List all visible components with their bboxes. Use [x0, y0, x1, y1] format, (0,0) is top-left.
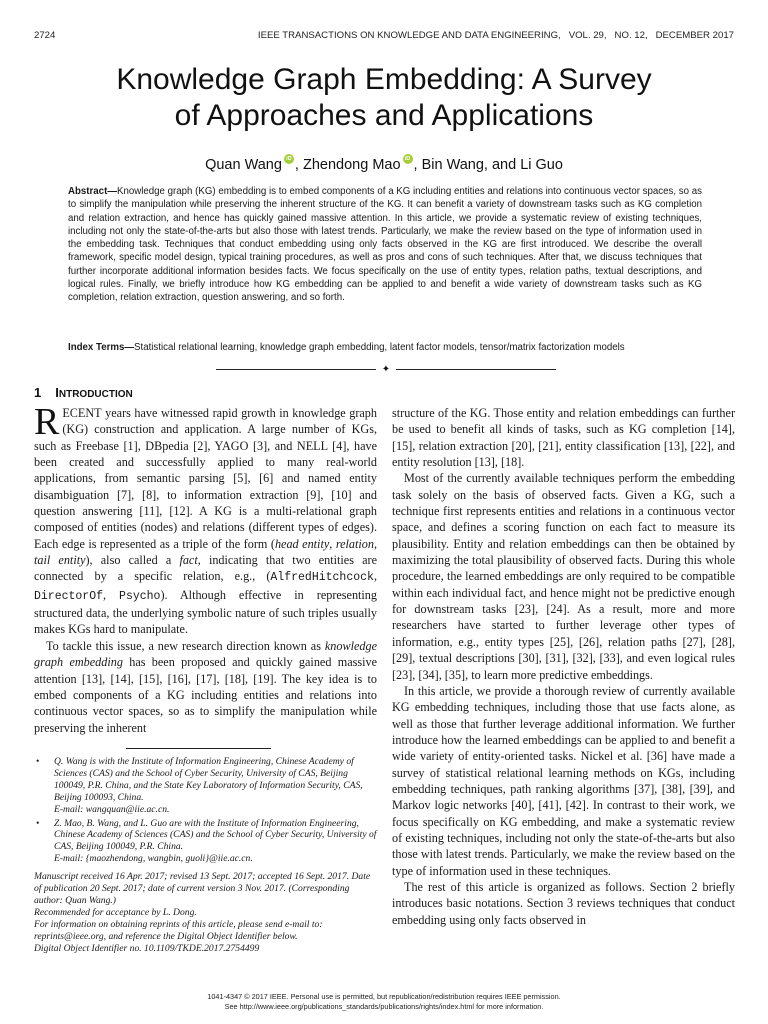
copyright-notice: [0, 992, 768, 1011]
reprints-info: For information on obtaining reprints of this article, please send e-mail to: reprints@ieee.org, and reference the Digital Object Identifier below.: [34, 918, 323, 942]
separator-diamond-icon: ✦: [381, 364, 391, 375]
footnote-rule: [126, 748, 271, 749]
smallcaps-lead: ECENT: [62, 406, 102, 420]
authors-rest: , Bin Wang, and Li Guo: [413, 157, 563, 173]
footnote-text: Q. Wang is with the Institute of Information Engineering, Chinese Academy of Sciences (CAS) and the School of Cyber Security, University of CAS, Beijing 100049, P.R. China, and the State Key Laboratory of Information Security, CAS, Beijing 100093, China.: [54, 756, 363, 803]
paragraph: [34, 638, 377, 736]
journal-header: IEEE TRANSACTIONS ON KNOWLEDGE AND DATA ENGINEERING, VOL. 29, NO. 12, DECEMBER 2017: [257, 30, 734, 41]
italic-term: fact: [179, 553, 198, 568]
footnote-email: E-mail: {maozhendong, wangbin, guoli}@iie.ac.cn.: [54, 853, 253, 865]
italic-term: tail entity: [34, 553, 86, 568]
separator-line-right: [396, 369, 556, 370]
doi: Digital Object Identifier no. 10.1109/TKDE.2017.2754499: [34, 942, 260, 954]
body-text: ), also called a: [85, 553, 180, 568]
orcid-icon[interactable]: [403, 154, 413, 164]
paper-title: [40, 62, 728, 134]
left-column: [34, 401, 378, 736]
abstract-text: Knowledge graph (KG) embedding is to embed components of a KG including entities and relations into continuous vector spaces, so as to simplify the manipulation while preserving the inherent structure of the KG. It can benefit a variety of downstream tasks such as KG completion and relation extraction, and hence has quickly gained massive attention. In this article, we provide a systematic review of existing techniques, including not only the state-of-the-arts but also those with latest trends. Particularly, we make the review based on the type of information used in the embedding task. Techniques that conduct embedding using only facts observed in the KG are first introduced. We describe the overall framework, specific model design, typical training procedures, as well as pros and cons of such techniques. After that, we discuss techniques that further incorporate additional information besides facts. We focus specifically on the use of entity types, relation paths, textual descriptions, and logical rules. Finally, we briefly introduce how KG embedding can be applied to and benefit a wide variety of downstream tasks such as KG completion, relation extraction, question answering, and so forth.: [68, 186, 702, 304]
section-title-first: I: [55, 385, 59, 400]
author-quan-wang: Quan Wang: [205, 157, 282, 173]
body-text: ,: [373, 569, 377, 584]
paragraph: [34, 401, 378, 638]
right-column: [392, 405, 735, 928]
section-title-rest: NTRODUCTION: [58, 389, 133, 400]
section-heading: [34, 385, 133, 400]
italic-term: knowledge graph embedding: [34, 638, 377, 670]
body-text: has been proposed and quickly gained massive attention [13], [14], [15], [16], [17], [18], [19]. The key idea is to embed components of a KG including entities and relations into continuous vector spaces, so as to simplify the manipulation while preserving the inherent: [34, 655, 377, 735]
paragraph: The rest of this article is organized as follows. Section 2 briefly introduces basic notations. Section 3 reviews techniques that conduct embedding using only facts observed in: [392, 879, 735, 927]
page-number: 2724: [34, 30, 56, 41]
copyright-line-1: 1041-4347 © 2017 IEEE. Personal use is permitted, but republication/redistribution requires IEEE permission.: [207, 992, 561, 1001]
section-number: 1: [34, 385, 42, 400]
footnote-email: E-mail: wangquan@iie.ac.cn.: [54, 803, 170, 815]
title-line-1: Knowledge Graph Embedding: A Survey: [116, 63, 652, 96]
separator-line-left: [216, 369, 376, 370]
abstract-label: Abstract: [68, 186, 108, 197]
footnotes: [34, 756, 377, 955]
index-terms-dash: —: [124, 342, 135, 353]
running-head: [34, 30, 734, 44]
body-text: ,: [373, 536, 378, 551]
footnote-text: Z. Mao, B. Wang, and L. Guo are with the Institute of Information Engineering, Chinese Academy of Sciences (CAS) and the School of Cyber Security, University of CAS, Beijing 100049, P.R. China.: [54, 817, 377, 853]
code-term: AlfredHitchcock: [270, 571, 374, 585]
index-terms: [68, 341, 708, 354]
drop-cap: R: [34, 401, 60, 443]
author-list: [40, 154, 728, 173]
paragraph: Most of the currently available techniques perform the embedding task solely on the basis of observed facts. Given a KG, such a technique first represents entities and relations in a continuous vector space, and defines a scoring function on each fact to measure its plausibility. Entity and relation embeddings can then be obtained by maximizing the total plausibility of observed facts. During this whole procedure, the learned embeddings are only required to be compatible within each individual fact, and hence might not be predictive enough for downstream tasks [23], [24]. As a result, more and more researchers have started to further leverage other types of information, e.g., entity types [25], [26], relation paths [27], [28], [29], textual descriptions [30], [31], [32], [33], and even logical rules [23], [34], [35], to learn more predictive embeddings.: [392, 471, 735, 682]
code-term: DirectorOf: [34, 589, 104, 603]
footnote-affiliation: [34, 756, 377, 816]
manuscript-info: [34, 871, 377, 954]
body-text: ,: [329, 536, 336, 551]
italic-term: relation: [335, 536, 374, 551]
orcid-icon[interactable]: [284, 154, 294, 164]
abstract-dash: —: [107, 186, 117, 197]
index-terms-text: Statistical relational learning, knowledge graph embedding, latent factor models, tensor/matrix factorization models: [134, 342, 625, 353]
bullet: •: [36, 817, 40, 829]
body-text: years have witnessed rapid growth in knowledge graph (KG) construction and application. A large number of KGs, such as Freebase [1], DBpedia [2], YAGO [3], and NELL [4], have been created and successfully applied to many real-world applications, from semantic parsing [5], [6] and named entity disambiguation [7], [8], to information extraction [9], [10] and question answering [11], [12]. A KG is a multi-relational graph composed of entities (nodes) and relations (different types of edges). Each edge is represented as a triple of the form (: [34, 406, 377, 551]
body-text: ,: [103, 587, 120, 602]
italic-term: head entity: [274, 536, 330, 551]
title-line-2: of Approaches and Applications: [174, 99, 594, 132]
copyright-line-2: See http://www.ieee.org/publications_standards/publications/rights/index.html for more information.: [224, 1001, 544, 1011]
index-terms-label: Index Terms: [68, 342, 125, 353]
paragraph: structure of the KG. Those entity and relation embeddings can further be used to benefit all kinds of tasks, such as KG completion [14], [15], relation extraction [20], [21], entity classification [13], [22], and entity resolution [13], [18].: [392, 406, 735, 470]
manuscript-dates: Manuscript received 16 Apr. 2017; revised 13 Sept. 2017; accepted 16 Sept. 2017. Date of publication 20 Sept. 2017; date of current version 3 Nov. 2017. (Corresponding author: Quan Wang.): [34, 871, 371, 906]
bullet: •: [36, 756, 40, 767]
author-zhendong-mao: , Zhendong Mao: [294, 157, 401, 173]
body-text: To tackle this issue, a new research direction known as: [46, 638, 325, 653]
body-text: ). Although effective in representing structured data, the underlying symbolic nature of such triples usually makes KGs hard to manipulate.: [34, 587, 377, 637]
body-text: , indicating that two entities are connected by a specific relation, e.g., (: [34, 553, 377, 584]
recommended-by: Recommended for acceptance by L. Dong.: [34, 906, 197, 918]
footnote-affiliation: [34, 818, 377, 866]
section-separator: [216, 365, 556, 377]
code-term: Psycho: [119, 589, 161, 603]
abstract: [68, 185, 702, 305]
paragraph: In this article, we provide a thorough review of currently available KG embedding techniques, including those that use facts alone, as well as those that further leverage additional information. We further introduce how the learned embeddings can be applied to and benefit a wide variety of entity-oriented tasks. Nickel et al. [36] have made a survey of statistical relational learning methods on KGs, including embedding techniques, path ranking algorithms [37], [38], [39], and Markov logic networks [40], [41], [42]. In contrast to their work, we focus specifically on KG embedding, and make a systematic review of existing techniques, including not only the state-of-the-arts but also those with latest trends. Particularly, we make the review based on the type of information used in these techniques.: [392, 683, 735, 878]
